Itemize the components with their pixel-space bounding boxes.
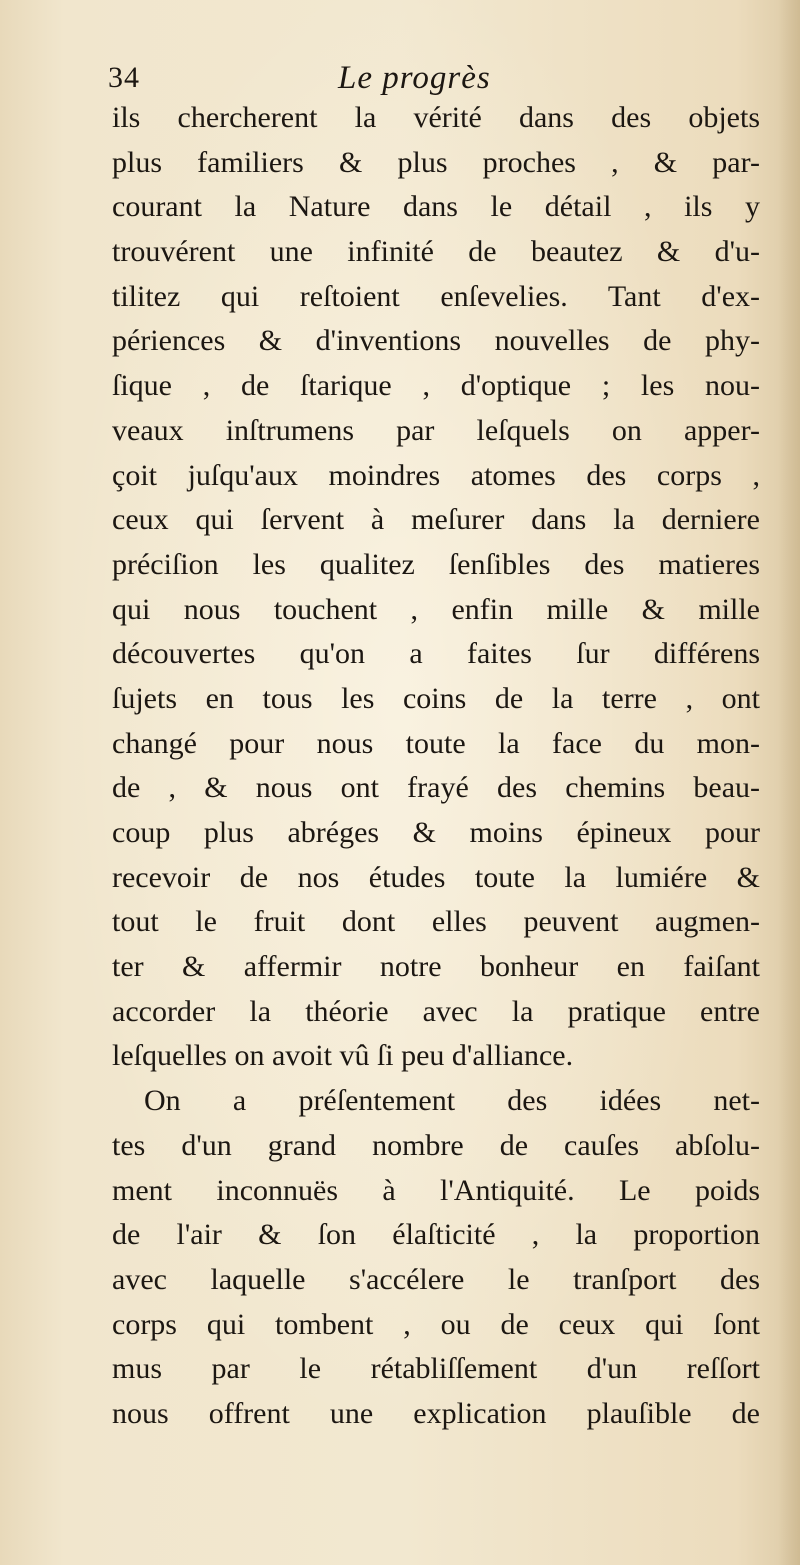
text-line: accorder la théorie avec la pratique entre xyxy=(112,994,760,1028)
text-line: ment inconnuës à l'Antiquité. Le poids xyxy=(112,1173,760,1207)
page-header xyxy=(108,58,708,98)
text-line: qui nous touchent , enfin mille & mille xyxy=(112,592,760,626)
text-line: recevoir de nos études toute la lumiére & xyxy=(112,860,760,894)
text-line: tilitez qui reſtoient enſevelies. Tant d'ex- xyxy=(112,279,760,313)
text-line: changé pour nous toute la face du mon- xyxy=(112,726,760,760)
text-line: coup plus abréges & moins épineux pour xyxy=(112,816,760,849)
text-line: ter & affermir notre bonheur en faiſant xyxy=(112,950,760,984)
paragraph-start-line: On a préſentement des idées net- xyxy=(144,1084,760,1118)
text-line: découvertes qu'on a faites ſur différens xyxy=(112,637,760,671)
text-line: trouvérent une infinité de beautez & d'u- xyxy=(112,235,760,269)
text-line: ſique , de ſtarique , d'optique ; les nou- xyxy=(112,369,760,403)
body-text xyxy=(112,96,760,1437)
text-line: tes d'un grand nombre de cauſes abſolu- xyxy=(112,1128,760,1162)
text-line: ils chercherent la vérité dans des objets xyxy=(112,101,760,134)
text-line: préciſion les qualitez ſenſibles des matieres xyxy=(112,547,760,581)
text-line: plus familiers & plus proches , & par- xyxy=(112,145,760,179)
text-line: de , & nous ont frayé des chemins beau- xyxy=(112,771,760,805)
text-line: corps qui tombent , ou de ceux qui ſont xyxy=(112,1307,760,1341)
text-line: ſujets en tous les coins de la terre , ont xyxy=(112,681,760,715)
paragraph-end-line: leſquelles on avoit vû ſi peu d'alliance. xyxy=(112,1039,574,1073)
text-line: de l'air & ſon élaſticité , la proportion xyxy=(112,1218,760,1252)
text-line: nous offrent une explication plauſible de xyxy=(112,1396,760,1430)
text-line: ceux qui ſervent à meſurer dans la derniere xyxy=(112,503,760,537)
text-line: périences & d'inventions nouvelles de phy- xyxy=(112,324,760,358)
text-line: çoit juſqu'aux moindres atomes des corps , xyxy=(112,458,760,492)
text-line: avec laquelle s'accélere le tranſport des xyxy=(112,1262,760,1296)
running-title: Le progrès xyxy=(338,60,491,96)
text-line: courant la Nature dans le détail , ils y xyxy=(112,190,760,224)
text-line: mus par le rétabliſſement d'un reſſort xyxy=(112,1352,760,1386)
page-number: 34 xyxy=(108,61,140,94)
text-line: tout le fruit dont elles peuvent augmen- xyxy=(112,905,760,939)
text-line: veaux inſtrumens par leſquels on apper- xyxy=(112,413,760,447)
page-edge-shadow xyxy=(778,0,800,1565)
